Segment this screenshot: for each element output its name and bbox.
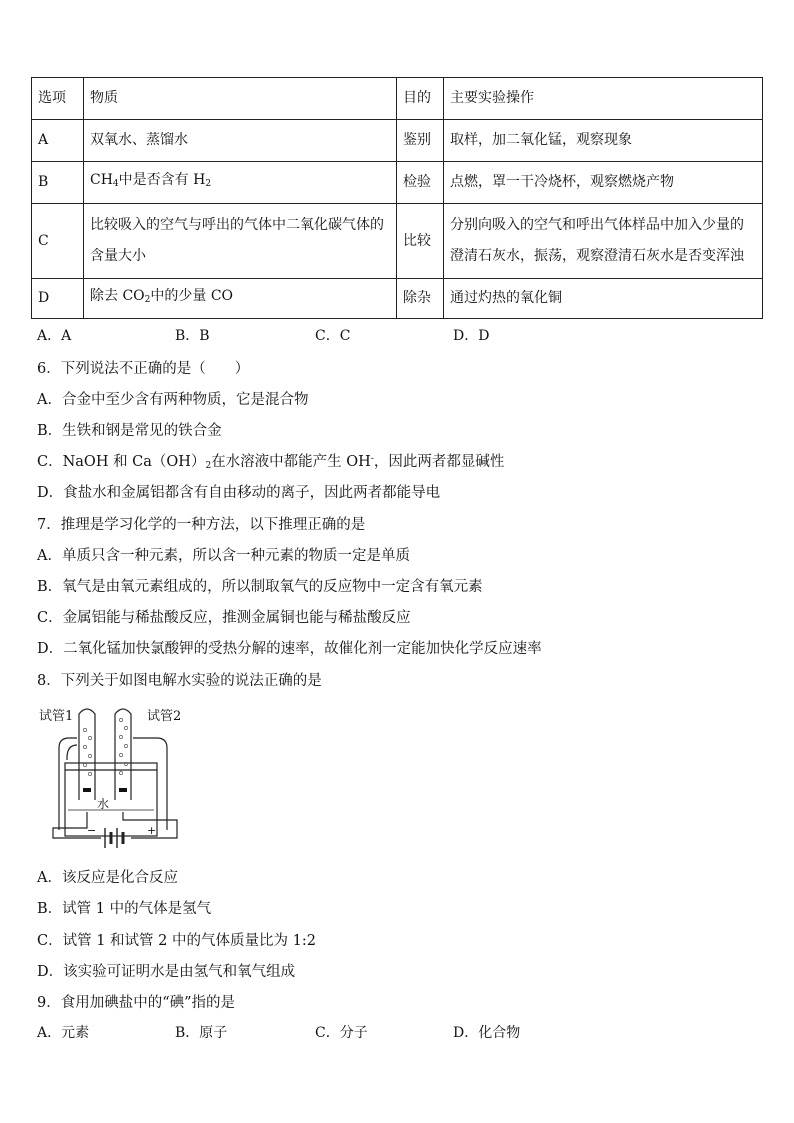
choice-a: A．元素	[37, 1025, 90, 1041]
choice-d: D．化合物	[453, 1025, 521, 1041]
q6-stem: 6．下列说法不正确的是（ ）	[37, 361, 250, 377]
option-cell: B	[32, 162, 84, 204]
purpose-cell: 鉴别	[397, 120, 444, 162]
q6-option-b: B．生铁和钢是常见的铁合金	[37, 423, 222, 439]
substance-cell: 双氧水、蒸馏水	[84, 120, 397, 162]
q8-option-c: C．试管 1 和试管 2 中的气体质量比为 1:2	[37, 933, 316, 949]
tube1-label: 试管1	[39, 709, 74, 724]
q7-option-d: D．二氧化锰加快氯酸钾的受热分解的速率，故催化剂一定能加快化学反应速率	[37, 641, 542, 657]
water-label: 水	[97, 797, 110, 811]
operation-cell: 通过灼热的氧化铜	[444, 279, 763, 319]
substance-cell: $CH_4$中是否含有 $H_2$	[84, 162, 397, 204]
electrolysis-figure	[37, 700, 197, 855]
operation-cell: 点燃，罩一干冷烧杯，观察燃烧产物	[444, 162, 763, 204]
header-cell: 物质	[84, 78, 397, 120]
header-cell: 目的	[397, 78, 444, 120]
minus-label: −	[87, 824, 97, 837]
purpose-cell: 除杂	[397, 279, 444, 319]
operation-cell: 取样，加二氧化锰，观察现象	[444, 120, 763, 162]
choice-a: A．A	[37, 328, 72, 344]
operation-cell: 分别向吸入的空气和呼出气体样品中加入少量的 澄清石灰水，振荡，观察澄清石灰水是否变浑浊	[444, 204, 763, 279]
table-header-row	[32, 78, 763, 120]
choice-c: C．分子	[315, 1025, 368, 1041]
choice-c: C．C	[315, 328, 351, 344]
q8-stem: 8．下列关于如图电解水实验的说法正确的是	[37, 673, 322, 689]
q6-option-d: D．食盐水和金属铝都含有自由移动的离子，因此两者都能导电	[37, 485, 441, 501]
purpose-cell: 检验	[397, 162, 444, 204]
substance-cell: 比较吸入的空气与呼出的气体中二氧化碳气体的 含量大小	[84, 204, 397, 279]
q6-option-a: A．合金中至少含有两种物质，它是混合物	[37, 392, 309, 408]
purpose-cell: 比较	[397, 204, 444, 279]
q9-stem: 9．食用加碘盐中的“碘”指的是	[37, 995, 236, 1011]
table-row	[32, 204, 763, 279]
q7-stem: 7．推理是学习化学的一种方法，以下推理正确的是	[37, 517, 366, 533]
q6-option-c: C．NaOH 和 $Ca(OH)_2$在水溶液中都能产生 OH-，因此两者都显碱性	[37, 454, 505, 471]
choice-b: B．原子	[175, 1025, 228, 1041]
q8-option-b: B．试管 1 中的气体是氢气	[37, 901, 212, 917]
header-cell: 选项	[32, 78, 84, 120]
option-cell: A	[32, 120, 84, 162]
header-cell: 主要实验操作	[444, 78, 763, 120]
plus-label: +	[147, 824, 157, 837]
option-cell: C	[32, 204, 84, 279]
q7-option-c: C．金属铝能与稀盐酸反应，推测金属铜也能与稀盐酸反应	[37, 610, 411, 626]
table-row	[32, 162, 763, 204]
q8-option-a: A．该反应是化合反应	[37, 870, 178, 886]
option-cell: D	[32, 279, 84, 319]
table-row	[32, 120, 763, 162]
choice-b: B．B	[175, 328, 210, 344]
choice-d: D．D	[453, 328, 490, 344]
options-table	[31, 77, 763, 319]
table-row	[32, 279, 763, 319]
q7-option-b: B．氧气是由氧元素组成的，所以制取氧气的反应物中一定含有氧元素	[37, 579, 483, 595]
substance-cell: 除去 $CO_2$中的少量 CO	[84, 279, 397, 319]
q8-option-d: D．该实验可证明水是由氢气和氧气组成	[37, 964, 296, 980]
tube2-label: 试管2	[147, 709, 182, 724]
q7-option-a: A．单质只含一种元素，所以含一种元素的物质一定是单质	[37, 548, 410, 564]
